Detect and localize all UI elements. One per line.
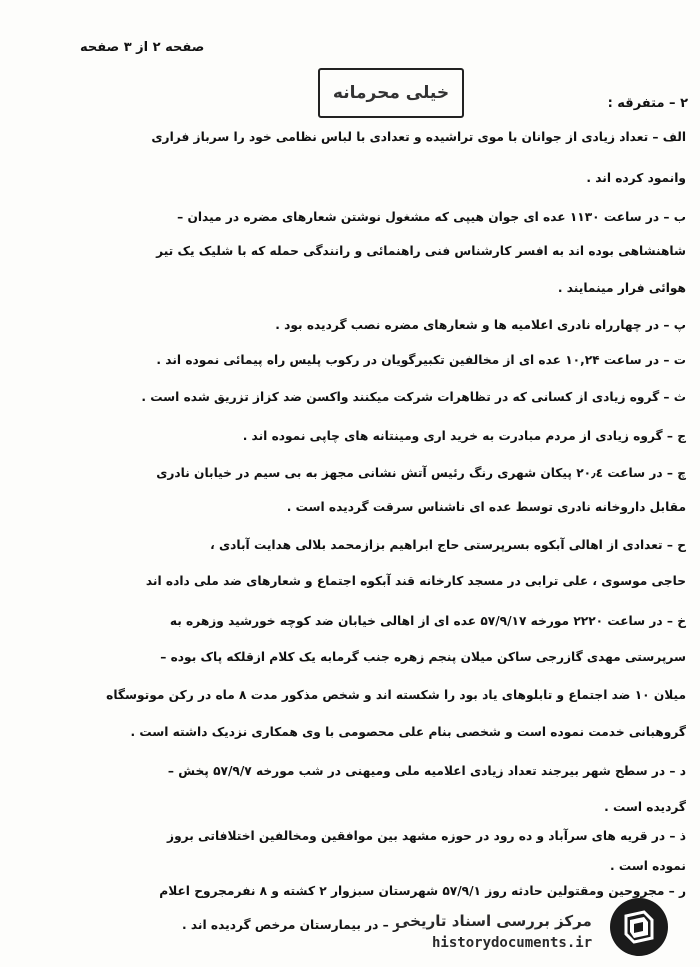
watermark-url: historydocuments.ir [432, 935, 593, 951]
body-line: ث – گروه زیادی از کسانی که در تظاهرات شرکت میکنند واکسن ضد کزاز تزریق شده است . [141, 390, 686, 404]
body-line: ج – گروه زیادی از مردم مبادرت به خرید اری ومینتانه های چاپی نموده اند . [242, 429, 686, 443]
body-line: الف – تعداد زیادی از جوانان با موی تراشیده و تعدادی با لباس نظامی خود را سرباز فراری [151, 130, 686, 144]
body-line: وانمود کرده اند . [586, 171, 686, 185]
body-line: ت – در ساعت ۱۰,۲۴ عده ای از مخالفین تکبیرگویان در رکوب پلیس راه پیمائی نموده اند . [156, 353, 686, 367]
body-line: ر – مجروحین ومقتولین حادثه روز ۵۷/۹/۱ شهرستان سبزوار ۲ کشته و ۸ نفرمجروح اعلام [159, 884, 686, 898]
body-line: ذ – در قریه های سرآباد و ده رود در حوزه مشهد بین موافقین ومخالفین اختلافاتی بروز [167, 829, 686, 843]
body-line: شاهنشاهی بوده اند به افسر کارشناس فنی راهنمائی و رانندگی حمله که با شلیک یک تیر [156, 244, 686, 258]
section-title: ۲ – متفرقه : [607, 96, 688, 111]
body-line: خ – در ساعت ۲۲۲۰ مورخه ۵۷/۹/۱۷ عده ای از اهالی خیابان ضد کوچه خورشید وزهره به [169, 614, 686, 628]
confidential-stamp: خیلی محرمانه [318, 68, 464, 118]
body-line: میلان ۱۰ ضد اجتماع و تابلوهای یاد بود را شکسته اند و شخص مذکور مدت ۸ ماه در رکن موتوسگاه [106, 688, 686, 702]
body-line: ب – در ساعت ۱۱۳۰ عده ای جوان هیپی که مشغول نوشتن شعارهای مضره در میدان – [177, 210, 686, 224]
body-line: ز – در بیمارستان مرخص گردیده اند . [181, 918, 400, 932]
body-line: پ – در چهارراه نادری اعلامیه ها و شعارهای مضره نصب گردیده بود . [275, 318, 686, 332]
page-number-header: صفحه ۲ از ۳ صفحه [80, 40, 205, 55]
body-line: حاجی موسوی ، علی ترابی در مسجد کارخانه قند آبکوه اجتماع و شعارهای ضد ملی داده اند [145, 574, 686, 588]
archive-logo-icon [610, 898, 668, 956]
body-line: هوائی فرار مینمایند . [557, 281, 686, 295]
body-line: چ – در ساعت ۲۰٫٤ پیکان شهری رنگ رئیس آتش نشانی مجهز به بی سیم در خیابان نادری [156, 466, 686, 480]
body-line: د – در سطح شهر بیرجند تعداد زیادی اعلامیه ملی ومیهنی در شب مورخه ۵۷/۹/۷ پخش – [167, 764, 686, 778]
body-line: نموده است . [609, 859, 686, 873]
body-line: گروهبانی خدمت نموده است و شخصی بنام علی محصومی با وی همکاری نزدیک داشته است . [130, 725, 686, 739]
body-line: ح – تعدادی از اهالی آبکوه بسرپرستی حاج ابراهیم بزازمحمد بلالی هدایت آبادی ، [210, 538, 686, 552]
body-line: مقابل داروخانه نادری توسط عده ای ناشناس سرقت گردیده است . [286, 500, 686, 514]
body-line: گردیده است . [604, 800, 686, 814]
body-line: سرپرستی مهدی گازرجی ساکن میلان پنجم زهره جنب گرمابه یک کلام ازقلکه پاک بوده – [160, 650, 686, 664]
watermark-persian: مرکز بررسی اسناد تاریخی [395, 912, 592, 930]
